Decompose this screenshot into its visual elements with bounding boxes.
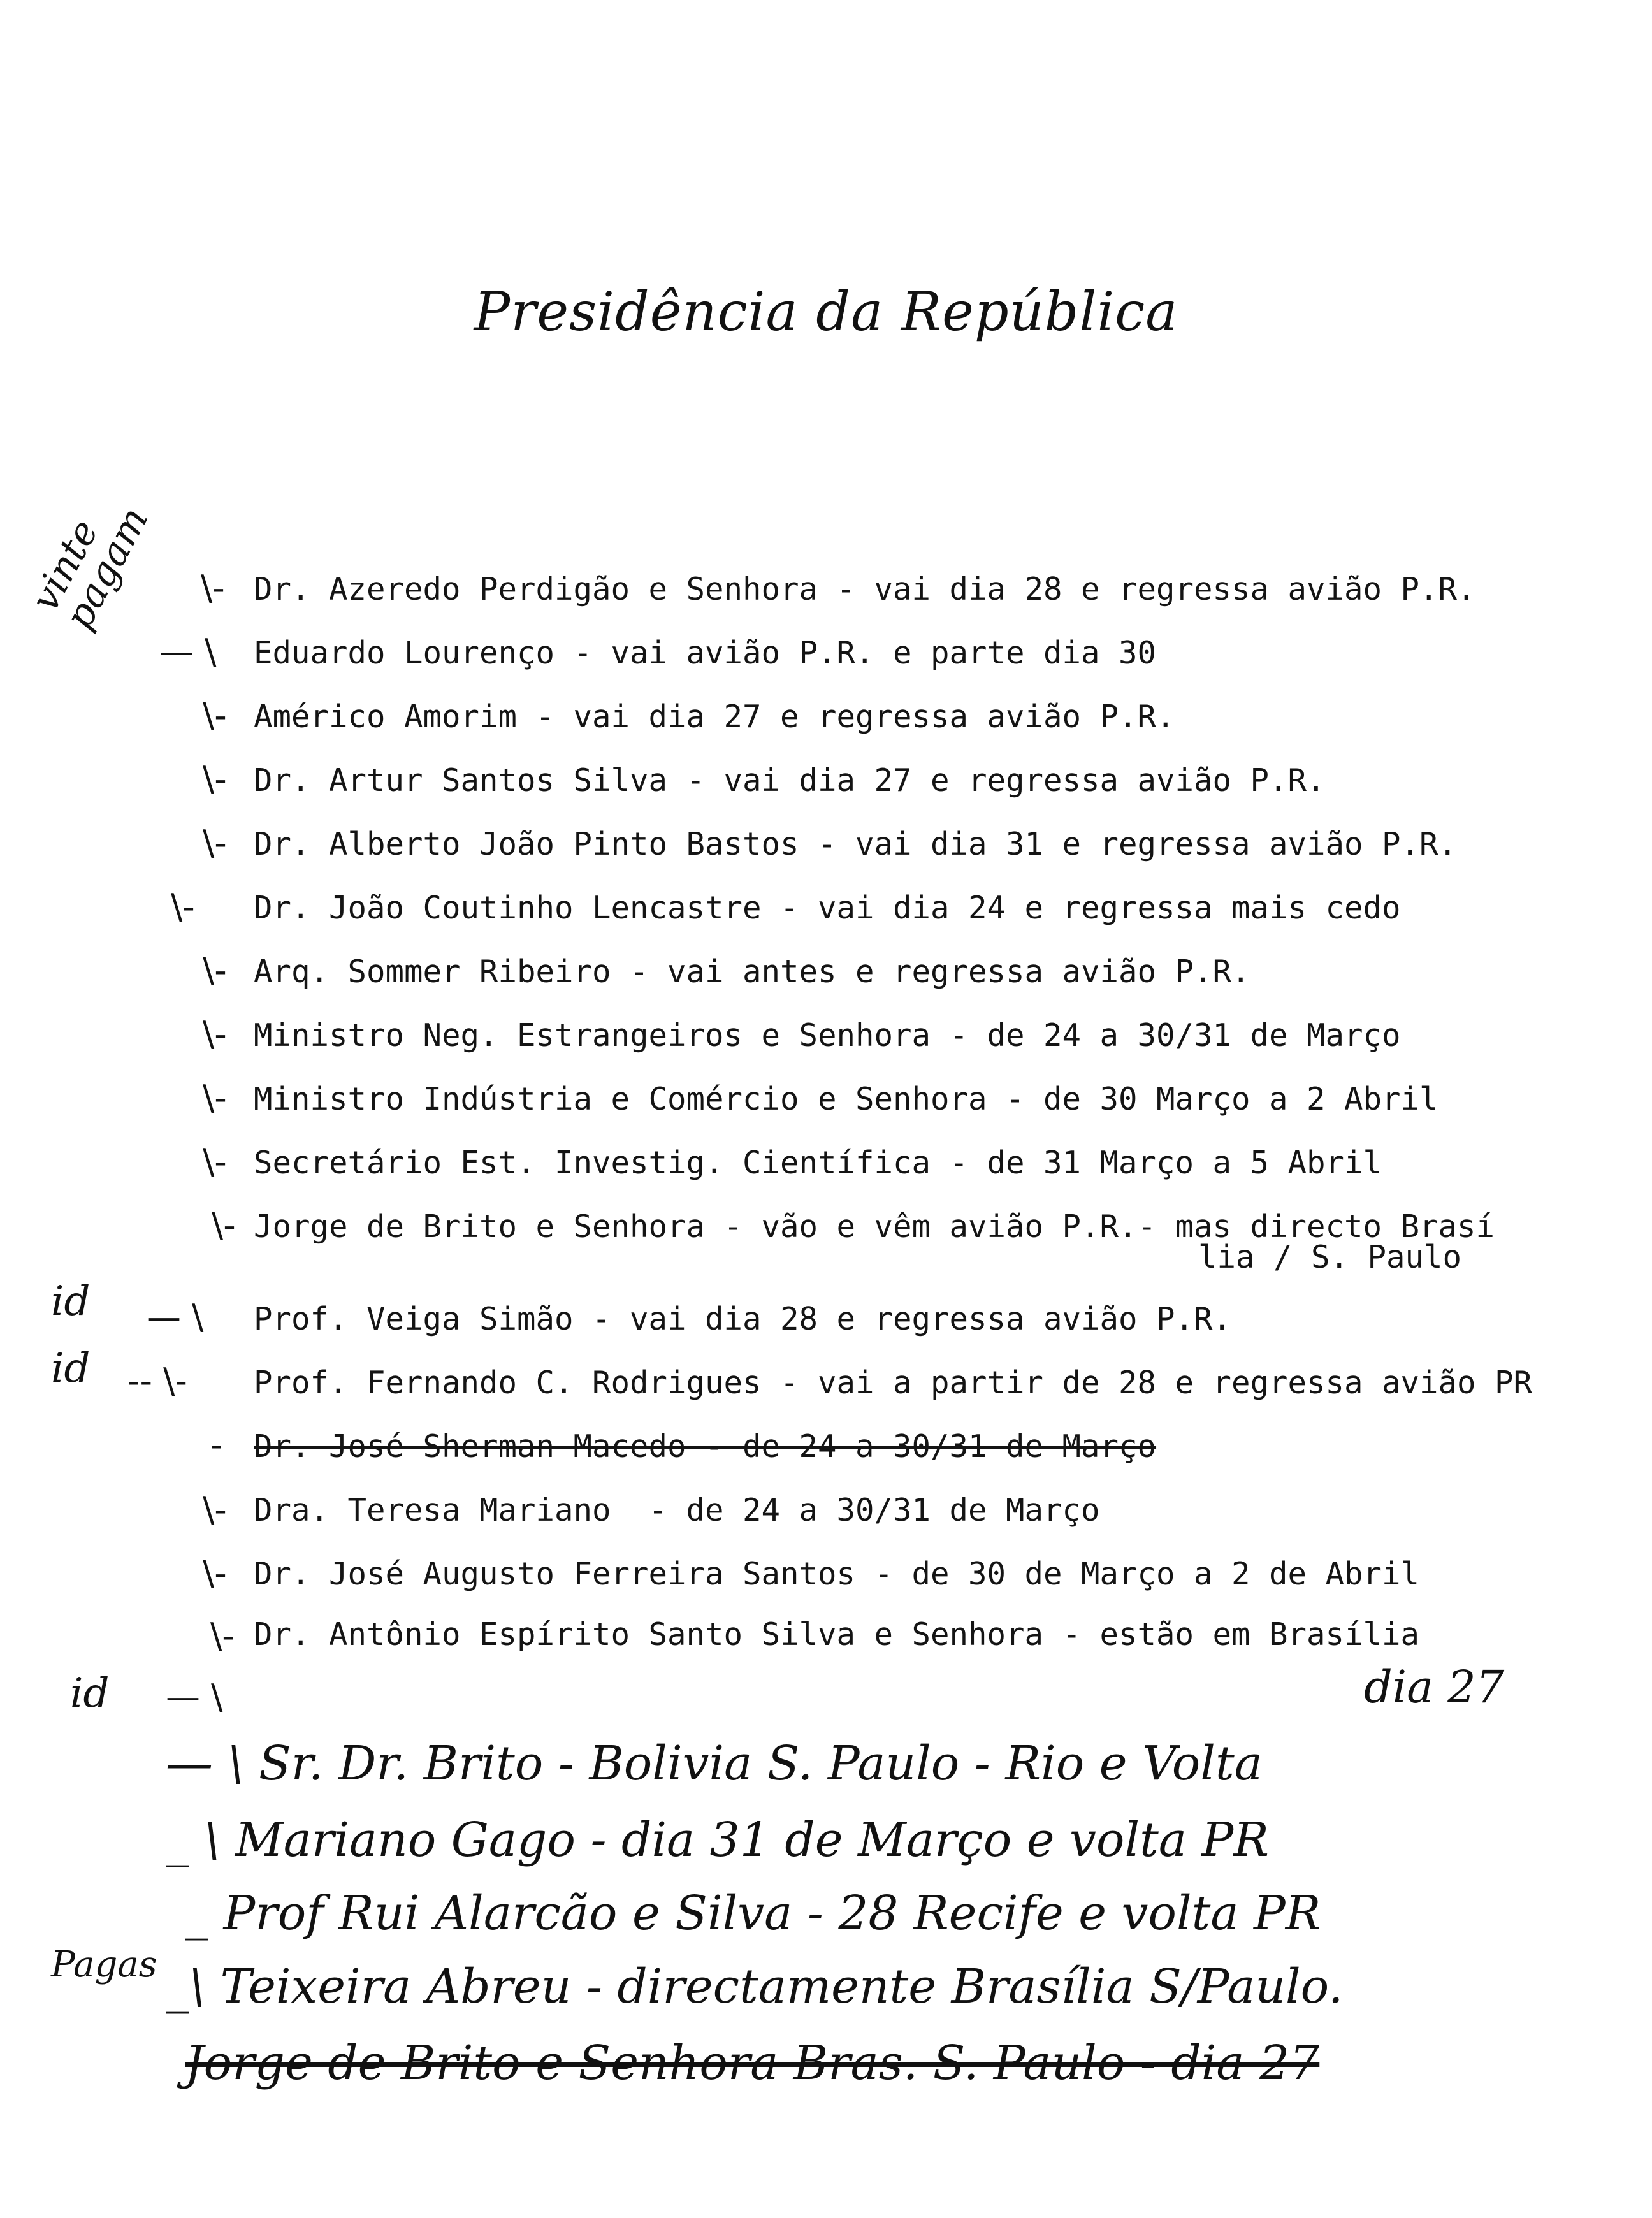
tick-mark-2: — \ <box>159 632 217 672</box>
entry-13: Prof. Fernando C. Rodrigues - vai a partir de 28 e regressa avião PR <box>254 1365 1533 1401</box>
handwritten-line-3-text: Prof Rui Alarcão e Silva - 28 Recife e volta PR <box>223 1886 1321 1941</box>
letterhead: Presidência da República <box>474 280 1178 343</box>
tick-mark-12: — \ <box>147 1297 204 1337</box>
entry-6: Dr. João Coutinho Lencastre - vai dia 24 e regressa mais cedo <box>254 890 1401 926</box>
entry-17: Dr. Antônio Espírito Santo Silva e Senhora - estão em Brasília <box>254 1616 1420 1653</box>
tick-mark-9: \- <box>203 1078 227 1118</box>
tick-mark-5: \- <box>203 823 227 863</box>
tick-mark-10: \- <box>203 1142 227 1182</box>
entry-4: Dr. Artur Santos Silva - vai dia 27 e regressa avião P.R. <box>254 762 1326 799</box>
margin-note-id-1: id <box>51 1278 91 1325</box>
entry-2: Eduardo Lourenço - vai avião P.R. e parte dia 30 <box>254 635 1157 671</box>
tick-mark-1: \- <box>201 568 225 608</box>
entry-9: Ministro Indústria e Comércio e Senhora - de 30 Março a 2 Abril <box>254 1081 1438 1117</box>
entry-11: Jorge de Brito e Senhora - vão e vêm avião P.R.- mas directo Brasí <box>254 1208 1495 1245</box>
entry-8: Ministro Neg. Estrangeiros e Senhora - de 24 a 30/31 de Março <box>254 1017 1401 1054</box>
handwritten-line-4-text: Teixeira Abreu - directamente Brasília S/Paulo. <box>220 1959 1344 2014</box>
tick-mark-16: \- <box>203 1553 227 1593</box>
entry-12: Prof. Veiga Simão - vai dia 28 e regressa avião P.R. <box>254 1301 1232 1337</box>
tick-mark-17: \- <box>210 1616 235 1656</box>
tick-mark-8: \- <box>203 1014 227 1054</box>
entry-16: Dr. José Augusto Ferreira Santos - de 30 de Março a 2 de Abril <box>254 1556 1420 1592</box>
tick-mark-4: \- <box>203 759 227 799</box>
handwritten-dia-27: dia 27 <box>1364 1661 1505 1713</box>
handwritten-line-2: _ \ Mariano Gago - dia 31 de Março e volta PR <box>166 1813 1270 1867</box>
handwritten-line-1-text: Sr. Dr. Brito - Bolivia S. Paulo - Rio e Volta <box>258 1736 1263 1791</box>
handwritten-line-2-text: Mariano Gago - dia 31 de Março e volta PR <box>235 1813 1270 1867</box>
tick-mark-6: \- <box>171 887 195 927</box>
margin-note-id-3: id <box>70 1670 110 1717</box>
entry-3: Américo Amorim - vai dia 27 e regressa avião P.R. <box>254 699 1175 735</box>
handwritten-line-3: _ Prof Rui Alarcão e Silva - 28 Recife e volta PR <box>185 1886 1321 1941</box>
entry-1: Dr. Azeredo Perdigão e Senhora - vai dia 28 e regressa avião P.R. <box>254 571 1476 607</box>
entry-11-continuation: lia / S. Paulo <box>1198 1239 1462 1275</box>
tick-mark-14: - <box>210 1424 223 1465</box>
margin-note-pagas: Pagas <box>51 1944 157 1985</box>
entry-7: Arq. Sommer Ribeiro - vai antes e regressa avião P.R. <box>254 953 1250 990</box>
entry-15: Dra. Teresa Mariano - de 24 a 30/31 de Março <box>254 1492 1100 1528</box>
margin-note-id-2: id <box>51 1345 91 1392</box>
handwritten-line-4: _\ Teixeira Abreu - directamente Brasília S/Paulo. <box>166 1959 1344 2014</box>
tick-mark-13: -- \- <box>127 1361 187 1401</box>
tick-mark-11: \- <box>212 1205 236 1245</box>
handwritten-line-5-struck: Jorge de Brito e Senhora Bras. S. Paulo - dia 27 <box>185 2036 1320 2091</box>
margin-note-top: vinte pagam <box>22 500 157 637</box>
tick-mark-18: — \ <box>166 1677 223 1717</box>
entry-14-struck: Dr. José Sherman Macedo - de 24 a 30/31 de Março <box>254 1428 1157 1465</box>
entry-10: Secretário Est. Investig. Científica - de 31 Março a 5 Abril <box>254 1145 1382 1181</box>
tick-mark-3: \- <box>203 695 227 736</box>
tick-mark-7: \- <box>203 950 227 990</box>
tick-mark-15: \- <box>203 1490 227 1530</box>
entry-5: Dr. Alberto João Pinto Bastos - vai dia 31 e regressa avião P.R. <box>254 826 1458 862</box>
handwritten-line-1: — \ Sr. Dr. Brito - Bolivia S. Paulo - Rio e Volta <box>166 1736 1263 1791</box>
